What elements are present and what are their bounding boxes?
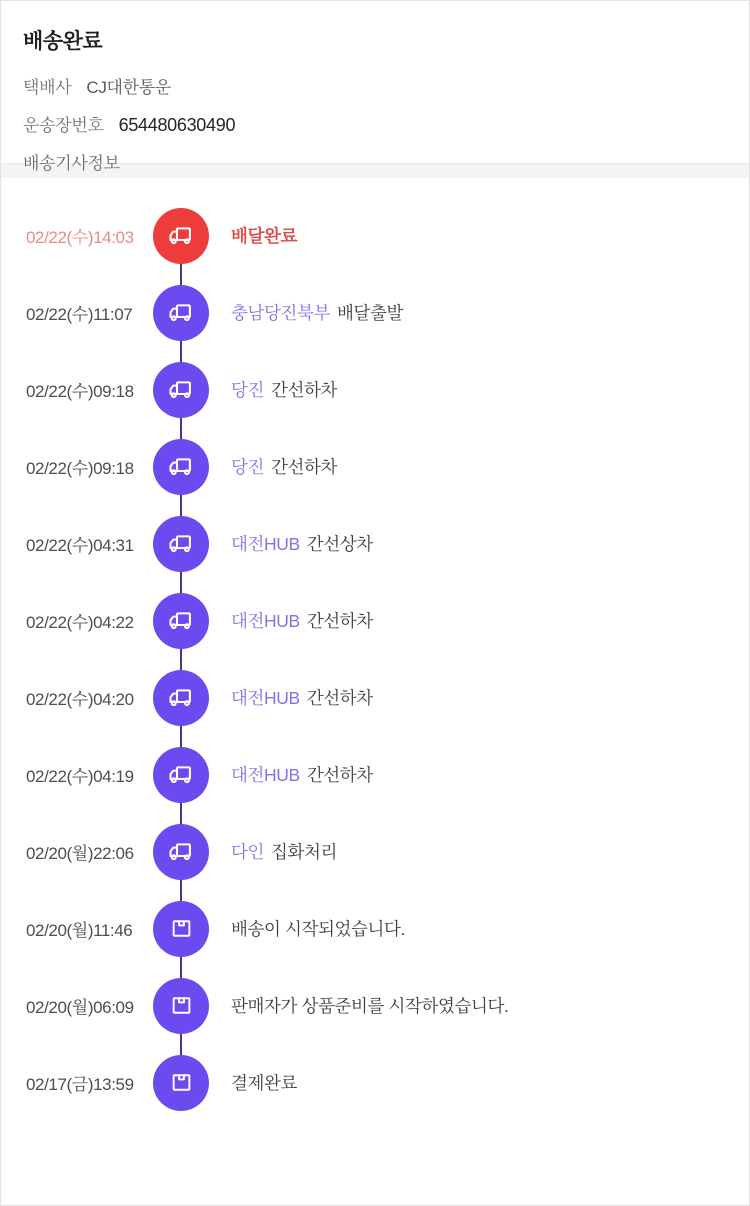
timeline-event-row	[1, 890, 749, 967]
truck-icon	[166, 220, 197, 251]
event-location: 대전HUB	[231, 534, 300, 554]
courier-label: 택배사	[23, 78, 72, 97]
truck-icon	[166, 451, 197, 482]
page-title: 배송완료	[23, 30, 103, 53]
courier-value: CJ대한통운	[86, 78, 172, 97]
event-status: 배송이 시작되었습니다.	[231, 919, 405, 939]
event-datetime: 02/22(수)04:20	[26, 690, 134, 709]
event-marker	[153, 824, 209, 880]
event-marker	[153, 1055, 209, 1111]
truck-icon	[166, 297, 197, 328]
timeline-event-row	[1, 274, 749, 351]
event-location: 당진	[231, 380, 265, 400]
event-status: 집화처리	[271, 842, 338, 862]
timeline-event-row	[1, 659, 749, 736]
event-datetime: 02/17(금)13:59	[26, 1075, 134, 1094]
event-marker	[153, 593, 209, 649]
event-text	[231, 1070, 297, 1095]
event-marker	[153, 362, 209, 418]
courier-row	[23, 73, 727, 98]
event-bubble	[153, 747, 209, 803]
timeline-event-row	[1, 736, 749, 813]
truck-icon	[166, 528, 197, 559]
event-text	[231, 839, 337, 864]
event-text	[231, 608, 373, 633]
event-location: 대전HUB	[231, 611, 300, 631]
timeline-event-row	[1, 428, 749, 505]
event-datetime: 02/22(수)04:19	[26, 767, 134, 786]
event-datetime: 02/22(수)04:31	[26, 536, 134, 555]
box-icon	[167, 991, 196, 1020]
tracking-row	[23, 111, 727, 136]
event-bubble	[153, 670, 209, 726]
tracking-number: 654480630490	[118, 115, 236, 135]
event-datetime: 02/20(월)22:06	[26, 844, 134, 863]
truck-icon	[166, 759, 197, 790]
event-bubble	[153, 1055, 209, 1111]
event-text	[231, 223, 297, 248]
event-location: 대전HUB	[231, 688, 300, 708]
event-status: 간선하차	[271, 380, 338, 400]
event-marker	[153, 747, 209, 803]
event-marker	[153, 208, 209, 264]
event-text	[231, 916, 405, 941]
timeline-event-row	[1, 197, 749, 274]
event-text	[231, 993, 508, 1018]
event-bubble	[153, 824, 209, 880]
tracking-label: 운송장번호	[23, 116, 104, 135]
event-datetime: 02/20(월)11:46	[26, 921, 133, 940]
timeline-event-row	[1, 967, 749, 1044]
event-text	[231, 454, 337, 479]
event-bubble	[153, 208, 209, 264]
event-status: 판매자가 상품준비를 시작하였습니다.	[231, 996, 509, 1016]
shipment-header	[1, 1, 749, 173]
event-bubble	[153, 362, 209, 418]
timeline-event-row	[1, 813, 749, 890]
event-datetime: 02/22(수)14:03	[26, 228, 134, 247]
truck-icon	[166, 682, 197, 713]
event-status: 간선하차	[271, 457, 338, 477]
event-datetime: 02/22(수)09:18	[26, 459, 134, 478]
event-bubble	[153, 978, 209, 1034]
event-datetime: 02/22(수)04:22	[26, 613, 134, 632]
event-marker	[153, 978, 209, 1034]
truck-icon	[166, 836, 197, 867]
event-text	[231, 685, 373, 710]
event-location: 당진	[231, 457, 265, 477]
truck-icon	[166, 605, 197, 636]
event-marker	[153, 901, 209, 957]
event-text	[231, 531, 373, 556]
event-datetime: 02/22(수)11:07	[26, 305, 133, 324]
driver-info-link[interactable]: 배송기사정보	[23, 154, 120, 173]
event-bubble	[153, 439, 209, 495]
event-status: 결제완료	[231, 1073, 298, 1093]
event-location: 대전HUB	[231, 765, 300, 785]
event-status: 간선상차	[306, 534, 373, 554]
event-marker	[153, 516, 209, 572]
event-status: 간선하차	[306, 688, 373, 708]
event-datetime: 02/20(월)06:09	[26, 998, 134, 1017]
timeline	[1, 178, 749, 1121]
event-datetime: 02/22(수)09:18	[26, 382, 134, 401]
event-bubble	[153, 593, 209, 649]
event-status: 배달완료	[231, 226, 298, 246]
event-marker	[153, 670, 209, 726]
event-location: 충남당진북부	[231, 303, 331, 323]
event-marker	[153, 285, 209, 341]
truck-icon	[166, 374, 197, 405]
box-icon	[167, 1068, 196, 1097]
timeline-event-row	[1, 505, 749, 582]
timeline-event-row	[1, 1044, 749, 1121]
timeline-event-row	[1, 582, 749, 659]
box-icon	[167, 914, 196, 943]
event-status: 배달출발	[337, 303, 404, 323]
event-text	[231, 377, 337, 402]
event-bubble	[153, 516, 209, 572]
event-bubble	[153, 901, 209, 957]
event-location: 다인	[231, 842, 265, 862]
event-status: 간선하차	[306, 611, 373, 631]
event-bubble	[153, 285, 209, 341]
event-marker	[153, 439, 209, 495]
event-status: 간선하차	[306, 765, 373, 785]
event-text	[231, 300, 403, 325]
event-text	[231, 762, 373, 787]
timeline-event-row	[1, 351, 749, 428]
